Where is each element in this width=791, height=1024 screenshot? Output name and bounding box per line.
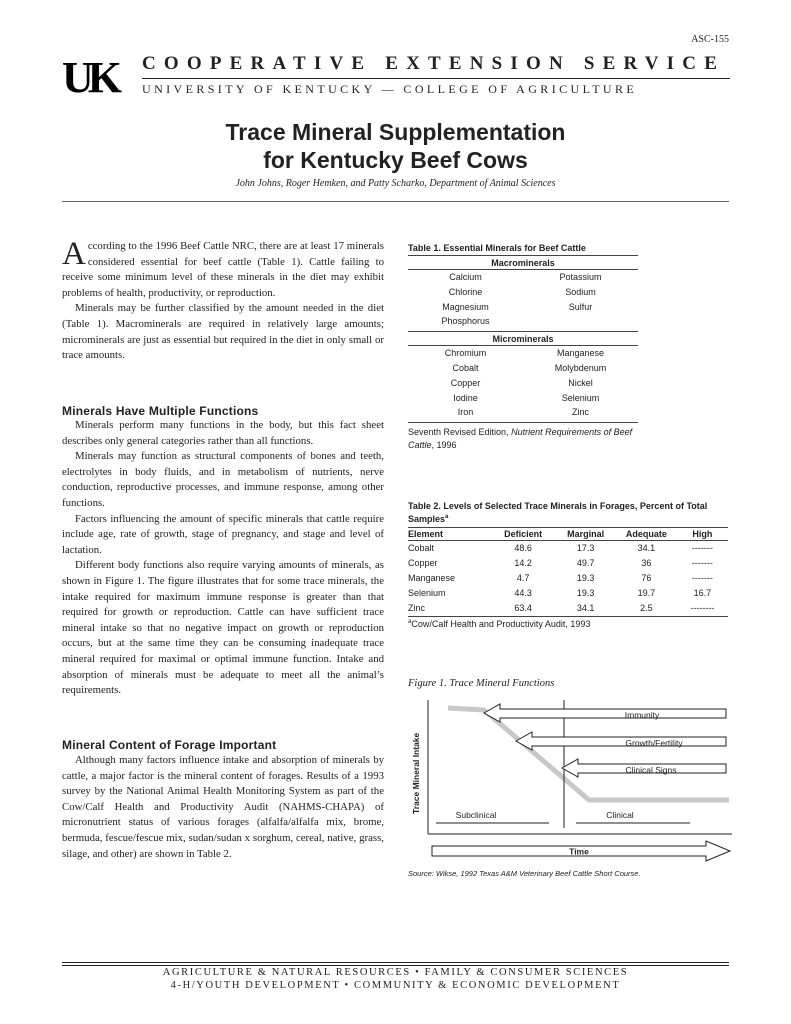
- document-number: ASC-155: [691, 34, 729, 45]
- mineral-item: [523, 314, 638, 329]
- university-subtitle: UNIVERSITY OF KENTUCKY — COLLEGE OF AGRICULTURE: [142, 82, 638, 96]
- paragraph: Different body functions also require varying amounts of minerals, as shown in Figure 1. The figure illustrates that for some trace minerals, the intake required for maximum immune response is greater than that required for growth or reproduction. Cattle can have sufficient trace mineral intake so that no negative impact on growth or reproduction occurs, but at the same time they can be consuming inadequate trace mineral required for maximal or optimal immune function. Intake and absorption of minerals must be adequate to meet all the animal’s requirements.: [62, 559, 384, 697]
- mineral-item: Potassium: [559, 272, 602, 282]
- table-cell: 14.2: [514, 558, 532, 568]
- table-cell: 17.3: [576, 543, 595, 553]
- mineral-item: Magnesium: [442, 301, 489, 312]
- footer-divider: [62, 965, 729, 966]
- table-cell: 16.7: [693, 588, 712, 598]
- intake-curve: [448, 708, 729, 800]
- footer-program-areas-line-2: 4-H/YOUTH DEVELOPMENT • COMMUNITY & ECONOMIC DEVELOPMENT: [170, 980, 621, 991]
- y-axis-label: Trace Mineral Intake: [411, 732, 421, 814]
- mineral-item: Zinc: [571, 407, 589, 418]
- time-label: Time: [569, 846, 589, 857]
- macrominerals-heading: Macrominerals: [408, 256, 638, 270]
- intro-paragraph: According to the 1996 Beef Cattle NRC, there are at least 17 minerals considered essential for beef cattle (Table 1). Cattle failing to receive some minimum level of these minerals in the diet may exhibit problems of health, productivity, or reproduction.: [62, 236, 384, 299]
- table-cell: 49.7: [576, 558, 595, 568]
- growth-fertility-arrow: [516, 732, 726, 750]
- immunity-label: Immunity: [624, 710, 660, 720]
- section-minerals-functions: [62, 418, 384, 699]
- table-essential-minerals: [408, 243, 638, 451]
- drop-cap: A: [62, 236, 86, 272]
- table-header-row: [408, 528, 728, 541]
- mineral-item: Copper: [450, 377, 481, 388]
- table-trace-minerals-forages: [408, 501, 728, 629]
- table-cell: 63.4: [491, 601, 555, 617]
- column-header: High: [677, 528, 728, 541]
- table-cell: -------: [691, 543, 713, 553]
- trace-mineral-functions-diagram: [404, 696, 734, 866]
- table-cell: 34.1: [555, 601, 616, 617]
- title-line-2: for Kentucky Beef Cows: [263, 147, 528, 173]
- table-cell: Manganese: [408, 573, 456, 583]
- time-arrow: [432, 841, 730, 861]
- table-row: [408, 571, 728, 586]
- microminerals-list: [408, 346, 638, 423]
- column-header: Marginal: [555, 528, 616, 541]
- footer-program-areas-line-1: AGRICULTURE & NATURAL RESOURCES • FAMILY & CONSUMER SCIENCES: [162, 967, 629, 978]
- mineral-item: Chlorine: [448, 286, 483, 297]
- mineral-item: Cobalt: [452, 362, 479, 373]
- table-cell: -------: [691, 573, 713, 583]
- paragraph: Factors influencing the amount of specific minerals that cattle require include age, rate of growth, stage of pregnancy, and stage and level of lactation.: [62, 512, 384, 556]
- table-footnote: Seventh Revised Edition, Nutrient Requirements of Beef Cattle, 1996: [408, 427, 633, 450]
- figure-caption: Figure 1. Trace Mineral Functions: [408, 678, 555, 689]
- mineral-item: Sodium: [565, 286, 596, 297]
- mineral-item: Calcium: [449, 272, 482, 282]
- footer-divider: [62, 962, 729, 963]
- table-row: [408, 541, 728, 557]
- cooperative-extension-title: COOPERATIVE EXTENSION SERVICE: [142, 53, 726, 74]
- section-heading-minerals-functions: Minerals Have Multiple Functions: [62, 404, 259, 418]
- clinical-label: Clinical: [606, 810, 634, 820]
- mineral-item: Manganese: [556, 348, 605, 359]
- section-heading-forage-content: Mineral Content of Forage Important: [62, 738, 277, 752]
- mineral-item: Molybdenum: [554, 362, 607, 373]
- figure-source: Source: Wikse, 1992 Texas A&M Veterinary Beef Cattle Short Course.: [408, 869, 641, 878]
- table-cell: 36: [641, 558, 652, 568]
- macrominerals-list: [408, 270, 638, 331]
- table-cell: Copper: [408, 558, 438, 568]
- table-cell: Zinc: [408, 601, 491, 617]
- clinical-signs-arrow: [562, 759, 726, 777]
- table-cell: --------: [677, 601, 728, 617]
- growth-fertility-label: Growth/Fertility: [625, 738, 683, 748]
- table-row: [408, 601, 728, 617]
- intro-block: [62, 236, 384, 364]
- table-cell: 19.7: [637, 588, 656, 598]
- table-caption: Table 2. Levels of Selected Trace Minerals in Forages, Percent of Total Samples$^a$: [408, 501, 728, 528]
- data-table: [408, 528, 728, 617]
- column-header: Deficient: [491, 528, 555, 541]
- subclinical-label: Subclinical: [455, 810, 497, 820]
- column-header: Adequate: [616, 528, 677, 541]
- table-cell: Selenium: [408, 588, 446, 598]
- document-title: [100, 118, 691, 174]
- microminerals-heading: Microminerals: [408, 331, 638, 346]
- title-line-1: Trace Mineral Supplementation: [225, 119, 566, 145]
- table-cell: 76: [641, 573, 652, 583]
- column-header: Element: [408, 528, 491, 541]
- table-cell: 48.6: [514, 543, 532, 553]
- section-forage-content: [62, 753, 384, 862]
- table-row: [408, 556, 728, 571]
- table-caption: Table 1. Essential Minerals for Beef Cattle: [408, 243, 638, 256]
- mineral-item: Phosphorus: [441, 316, 490, 327]
- authors: John Johns, Roger Hemken, and Patty Scharko, Department of Animal Sciences: [235, 178, 556, 189]
- table-cell: -------: [691, 558, 713, 568]
- immunity-arrow: [484, 704, 726, 722]
- table-cell: 4.7: [516, 573, 530, 583]
- paragraph: Although many factors influence intake and absorption of minerals by cattle, a major factor is the mineral content of forages. Results of a 1993 survey by the National Animal Health Monitoring System as part of the Cow/Calf Health and Productivity Audit (NAHMS-CHAPA) of micronutrient status of various forages (alfalfa/alfalfa mix, brome, bermuda, fescue/fescue mix, sudan/sudan x sorghum, cereal, native, grass, silage, and other) are shown in Table 2.: [62, 754, 384, 860]
- paragraph: Minerals may function as structural components of bones and teeth, electrolytes in body fluids, and in metabolism of nutrients, nerve conduction, reproductive processes, and immune response, among other functions.: [62, 450, 384, 509]
- title-divider: [62, 201, 729, 202]
- table-cell: 19.3: [576, 588, 595, 598]
- uk-logo: [62, 56, 134, 98]
- paragraph: Minerals may be further classified by the amount needed in the diet (Table 1). Macrominerals are required in relatively large amounts; microminerals are just as essential but required in the diet in only small or trace amounts.: [62, 302, 384, 362]
- mineral-item: Sulfur: [568, 301, 593, 312]
- paragraph: Minerals perform many functions in the body, but this fact sheet describes only general categories rather than all functions.: [62, 419, 384, 447]
- table-cell: 2.5: [616, 601, 677, 617]
- table-cell: 44.3: [514, 588, 532, 598]
- svg-text:UK: UK: [62, 56, 116, 98]
- table-cell: 19.3: [576, 573, 595, 583]
- mineral-item: Nickel: [568, 377, 593, 388]
- header-divider: [142, 78, 730, 79]
- table-cell: Cobalt: [408, 543, 435, 553]
- table-row: [408, 586, 728, 601]
- mineral-item: Chromium: [444, 348, 487, 359]
- table-cell: 34.1: [637, 543, 656, 553]
- mineral-item: Selenium: [561, 392, 600, 403]
- mineral-item: Iron: [457, 407, 474, 418]
- table-footnote: $^a$Cow/Calf Health and Productivity Audit, 1993: [408, 619, 591, 629]
- clinical-signs-label: Clinical Signs: [625, 765, 677, 775]
- mineral-item: Iodine: [453, 392, 478, 403]
